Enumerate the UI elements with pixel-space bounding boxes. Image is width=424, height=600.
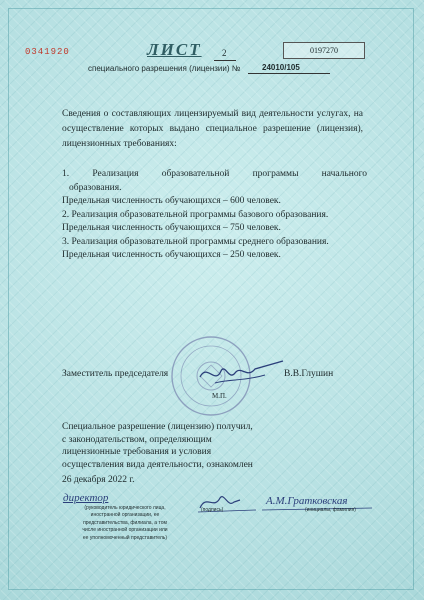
- receipt-date: 26 декабря 2022 г.: [62, 475, 135, 485]
- list-item: 2. Реализация образовательной программы базового образования.: [62, 209, 329, 220]
- list-item-continuation: образования.: [69, 182, 122, 193]
- list-item: Предельная численность обучающихся – 600 человек.: [62, 196, 281, 206]
- caption-line: (руководитель юридического лица,: [84, 505, 166, 511]
- license-number-underline: [248, 73, 330, 74]
- page-title: ЛИСТ: [147, 40, 202, 59]
- registration-number-box: 0197270: [283, 42, 365, 59]
- signatory-name: В.В.Глушин: [284, 369, 334, 379]
- receipt-line: с законодательством, определяющим: [62, 434, 212, 445]
- intro-paragraph: Сведения о составляющих лицензируемый вид деятельности услугах, на осуществление которых выдано специальное разрешение (лицензия), лицензионных требованиях:: [62, 109, 363, 149]
- sheet-number: 2: [222, 48, 227, 58]
- stamp-mark: М.П.: [212, 392, 227, 400]
- list-item: 3. Реализация образовательной программы среднего образования.: [62, 236, 329, 247]
- services-list: [62, 168, 367, 263]
- receipt-line: лицензионные требования и условия: [62, 447, 212, 457]
- signatory-position: Заместитель председателя: [62, 369, 169, 379]
- caption-position: [60, 505, 190, 542]
- item-number: 1.: [62, 169, 70, 179]
- caption-line: числе иностранной организации или: [82, 527, 168, 534]
- item-word: начального: [321, 169, 367, 179]
- item-word: Реализация: [92, 169, 139, 179]
- deputy-signature-icon: [195, 355, 285, 395]
- caption-line: ее уполномоченный представитель): [82, 534, 168, 541]
- item-word: образовательной: [161, 169, 230, 179]
- handwritten-position: директор: [63, 492, 109, 504]
- license-label: специального разрешения (лицензии) №: [88, 64, 241, 73]
- caption-name: (инициалы, фамилия): [305, 507, 356, 513]
- receipt-statement: [62, 421, 312, 471]
- receipt-line: Специальное разрешение (лицензию) получил,: [62, 422, 253, 432]
- sheet-number-underline: [214, 60, 236, 61]
- handwritten-name: А.М.Гратковская: [266, 495, 348, 507]
- receipt-line: осуществления вида деятельности, ознакомлен: [62, 459, 253, 470]
- list-item: Предельная численность обучающихся – 250 человек.: [62, 250, 281, 260]
- list-item: [62, 168, 367, 182]
- caption-line: иностранной организации, ее: [90, 512, 160, 519]
- caption-signature: (подпись): [201, 507, 224, 513]
- license-number: 24010/105: [262, 63, 300, 72]
- list-item: Предельная численность обучающихся – 750 человек.: [62, 223, 281, 233]
- caption-line: представительства, филиала, а том: [83, 519, 167, 526]
- item-word: программы: [252, 169, 299, 179]
- serial-number: 0341920: [25, 47, 70, 57]
